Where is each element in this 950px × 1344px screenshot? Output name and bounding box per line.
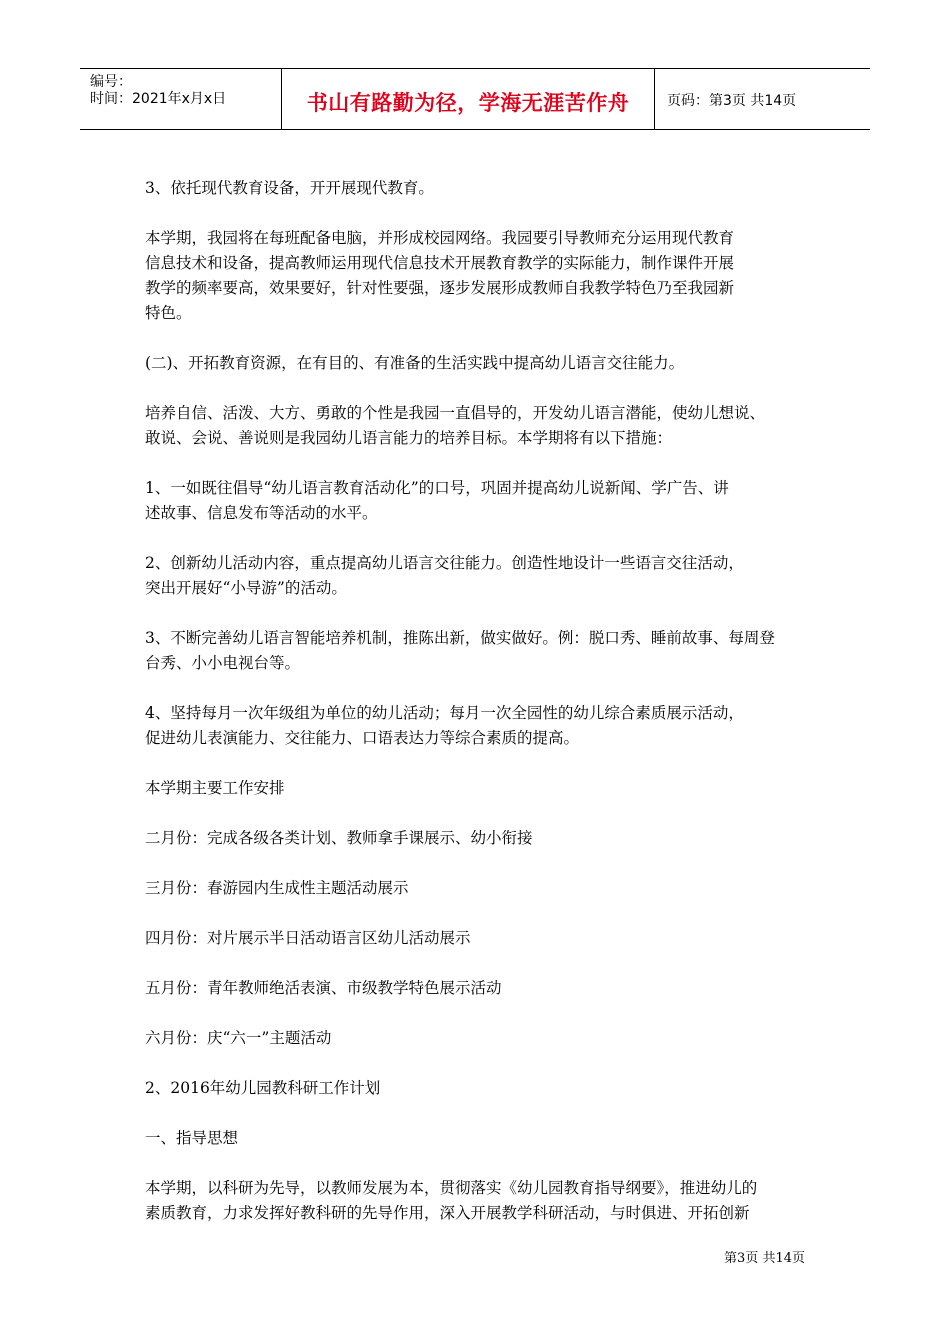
paragraph: [145, 776, 817, 801]
paragraph-gap: [145, 1101, 817, 1126]
paragraph-gap: [145, 801, 817, 826]
paragraph: [145, 826, 817, 851]
paragraph: [145, 1076, 817, 1101]
paragraph-gap: [145, 601, 817, 626]
paragraph-gap: [145, 201, 817, 226]
paragraph-gap: [145, 1151, 817, 1176]
paragraph-gap: [145, 1051, 817, 1076]
paragraph-line: 素质教育，力求发挥好教科研的先导作用，深入开展教学科研活动，与时俱进、开拓创新: [145, 1204, 750, 1222]
paragraph: [145, 1176, 817, 1226]
document-body: [145, 176, 817, 1226]
paragraph-gap: [145, 376, 817, 401]
document-number-label: 编号：: [90, 74, 132, 90]
paragraph-line: 促进幼儿表演能力、交往能力、口语表达力等综合素质的提高。: [145, 729, 580, 747]
paragraph-gap: [145, 951, 817, 976]
paragraph-line: 特色。: [145, 304, 192, 322]
paragraph-line: 三月份：春游园内生成性主题活动展示: [145, 879, 409, 897]
paragraph: [145, 551, 817, 601]
paragraph-line: 培养自信、活泼、大方、勇敢的个性是我园一直倡导的，开发幼儿语言潜能，使幼儿想说、: [145, 404, 766, 422]
paragraph-line: 述故事、信息发布等活动的水平。: [145, 504, 378, 522]
paragraph: [145, 476, 817, 526]
paragraph-gap: [145, 676, 817, 701]
paragraph-line: 突出开展好“小导游”的活动。: [145, 579, 347, 597]
paragraph-line: 2、2016年幼儿园教科研工作计划: [145, 1079, 381, 1097]
paragraph-line: 3、依托现代教育设备，开开展现代教育。: [145, 179, 434, 197]
paragraph-gap: [145, 901, 817, 926]
paragraph-gap: [145, 751, 817, 776]
page-footer: 第3页 共14页: [724, 1251, 805, 1266]
paragraph: [145, 401, 817, 451]
paragraph-line: 四月份：对片展示半日活动语言区幼儿活动展示: [145, 929, 471, 947]
paragraph-line: 五月份：青年教师绝活表演、市级教学特色展示活动: [145, 979, 502, 997]
paragraph: [145, 926, 817, 951]
paragraph-line: 3、不断完善幼儿语言智能培养机制，推陈出新，做实做好。例：脱口秀、睡前故事、每周登: [145, 629, 775, 647]
header-page-info: 页码：第3页 共14页: [667, 93, 797, 109]
page-header: [80, 68, 870, 130]
paragraph-line: 六月份：庆“六一”主题活动: [145, 1029, 332, 1047]
paragraph-gap: [145, 851, 817, 876]
paragraph: [145, 1126, 817, 1151]
header-right-cell: [655, 69, 870, 129]
paragraph: [145, 176, 817, 201]
paragraph-gap: [145, 1001, 817, 1026]
header-center-cell: [282, 69, 655, 129]
paragraph: [145, 351, 817, 376]
paragraph-line: 二月份：完成各级各类计划、教师拿手课展示、幼小衔接: [145, 829, 533, 847]
paragraph-line: 台秀、小小电视台等。: [145, 654, 301, 672]
paragraph-line: 本学期主要工作安排: [145, 779, 285, 797]
document-date-label: 时间：2021年x月x日: [90, 91, 227, 107]
header-left-cell: [80, 69, 282, 129]
paragraph-line: 4、坚持每月一次年级组为单位的幼儿活动；每月一次全园性的幼儿综合素质展示活动，: [145, 704, 744, 722]
paragraph-gap: [145, 326, 817, 351]
header-motto: 书山有路勤为径，学海无涯苦作舟: [306, 91, 630, 115]
paragraph-line: 2、创新幼儿活动内容，重点提高幼儿语言交往能力。创造性地设计一些语言交往活动，: [145, 554, 744, 572]
paragraph-line: (二)、开拓教育资源，在有目的、有准备的生活实践中提高幼儿语言交往能力。: [145, 354, 685, 372]
paragraph: [145, 701, 817, 751]
paragraph: [145, 876, 817, 901]
paragraph-line: 一、指导思想: [145, 1129, 239, 1147]
paragraph-line: 信息技术和设备，提高教师运用现代信息技术开展教育教学的实际能力，制作课件开展: [145, 254, 735, 272]
paragraph-line: 本学期，我园将在每班配备电脑，并形成校园网络。我园要引导教师充分运用现代教育: [145, 229, 735, 247]
paragraph-line: 1、一如既往倡导“幼儿语言教育活动化”的口号，巩固并提高幼儿说新闻、学广告、讲: [145, 479, 729, 497]
paragraph-gap: [145, 451, 817, 476]
paragraph: [145, 1026, 817, 1051]
paragraph-gap: [145, 526, 817, 551]
paragraph: [145, 226, 817, 326]
paragraph: [145, 626, 817, 676]
paragraph-line: 教学的频率要高，效果要好，针对性要强，逐步发展形成教师自我教学特色乃至我园新: [145, 279, 735, 297]
paragraph-line: 本学期，以科研为先导，以教师发展为本，贯彻落实《幼儿园教育指导纲要》，推进幼儿的: [145, 1179, 758, 1197]
paragraph: [145, 976, 817, 1001]
paragraph-line: 敢说、会说、善说则是我园幼儿语言能力的培养目标。本学期将有以下措施：: [145, 429, 673, 447]
